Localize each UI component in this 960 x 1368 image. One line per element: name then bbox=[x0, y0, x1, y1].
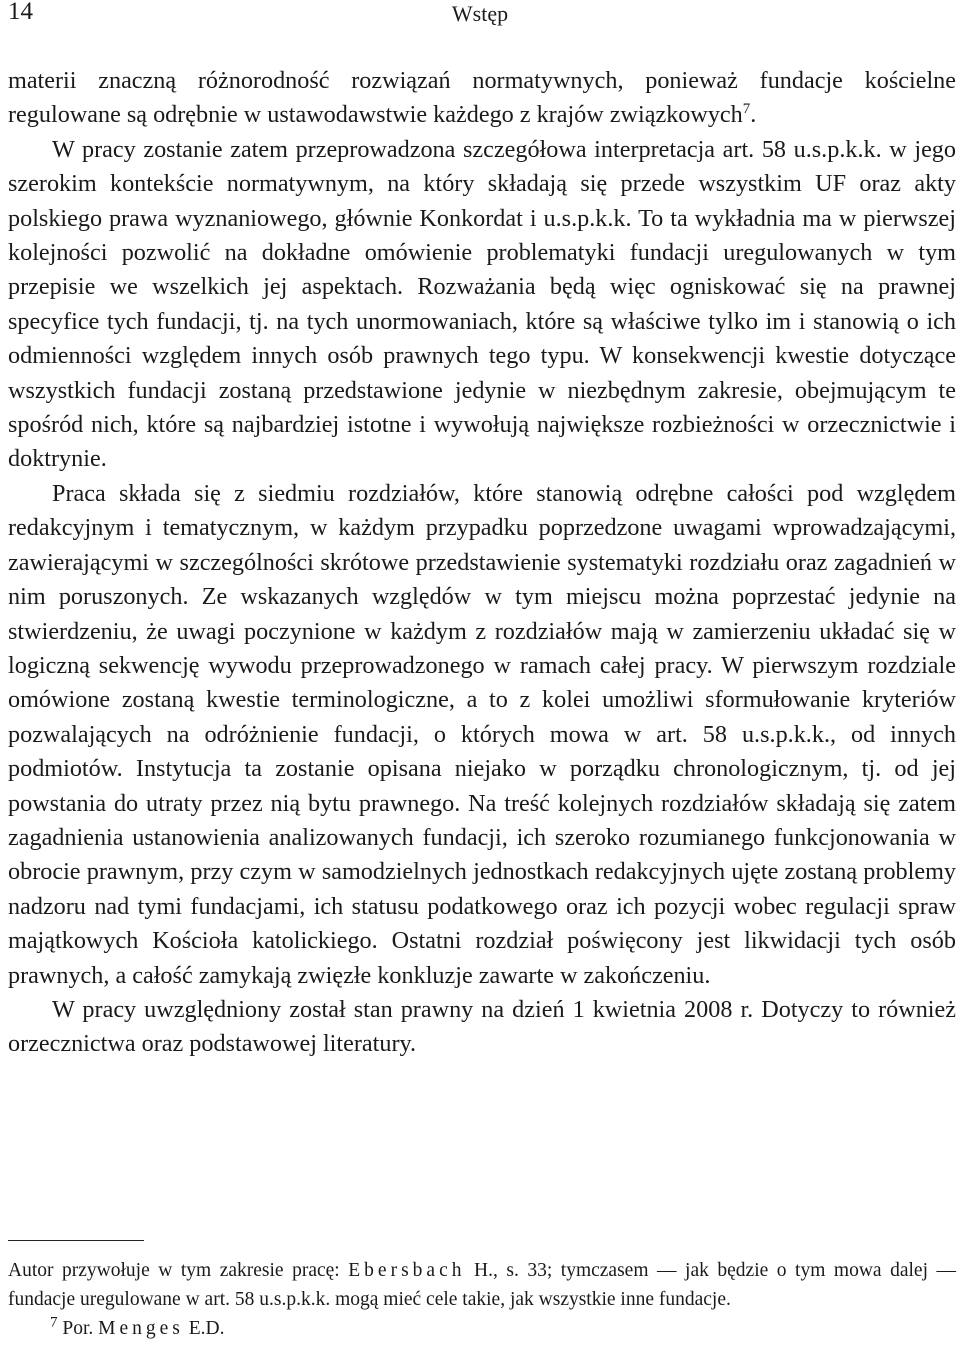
footnote-7-initials: E.D. bbox=[188, 1318, 225, 1339]
paragraph-2: W pracy zostanie zatem przeprowadzona szczegółowa interpretacja art. 58 u.s.p.k.k. w jego szerokim kontekście normatywnym, na który składają się przede wszystkim UF oraz akty polskiego prawa wyznaniowego, głównie Konkordat i u.s.p.k.k. To ta wykładnia ma w pierwszej kolejności pozwolić na dokładne omówienie problematyki fundacji uregulowanych w tym przepisie we wszelkich jej aspektach. Rozważania będą więc ogniskować się na prawnej specyfice tych fundacji, tj. na tych unormowaniach, które są właściwe tylko im i stanowią o ich odmienności względem innych osób prawnych tego typu. W konsekwencji kwestie dotyczące wszystkich fundacji zostaną przedstawione jedynie w niezbędnym zakresie, obejmującym te spośród nich, które są najbardziej istotne i wywołują największe rozbieżności w orzecznictwie i doktrynie. bbox=[8, 135, 956, 473]
footnote-7-text: Por. bbox=[62, 1318, 94, 1339]
footnote-author-ebersbach: Ebersbach bbox=[348, 1260, 466, 1281]
footnote-divider bbox=[8, 1240, 144, 1241]
footnote-cont-text-a: Autor przywołuje w tym zakresie pracę: bbox=[8, 1260, 340, 1281]
footnote-cont-text-b: H., s. 33; tymczasem — jak będzie o tym mowa dalej — fundacje uregulowane w art. 58 u.s.p.k.k. mogą mieć cele takie, jak wszystkie inne fundacje. bbox=[8, 1260, 957, 1310]
page-header bbox=[0, 0, 960, 30]
paragraph-1 bbox=[8, 64, 956, 133]
main-text bbox=[8, 64, 956, 1062]
footnote-7-mark: 7 bbox=[50, 1314, 58, 1331]
running-head: Wstęp bbox=[451, 1, 509, 26]
footnote-continued bbox=[8, 1256, 956, 1314]
paragraph-4: W pracy uwzględniony został stan prawny na dzień 1 kwietnia 2008 r. Dotyczy to również orzecznictwa oraz podstawowej literatury. bbox=[8, 995, 956, 1058]
footnote-ref-7[interactable]: 7 bbox=[742, 101, 751, 118]
paragraph-1-end: . bbox=[750, 101, 757, 129]
paragraph-1-text: materii znaczną różnorodność rozwiązań normatywnych, ponieważ fundacje kościelne regulowane są odrębnie w ustawodawstwie każdego z krajów związkowych bbox=[8, 67, 956, 129]
footnote-7 bbox=[8, 1314, 956, 1343]
page-number: 14 bbox=[8, 0, 33, 25]
footnote-author-menges: Menges bbox=[98, 1318, 184, 1339]
footnotes bbox=[8, 1256, 956, 1343]
paragraph-3: Praca składa się z siedmiu rozdziałów, które stanowią odrębne całości pod względem redakcyjnym i tematycznym, w każdym przypadku poprzedzone uwagami wprowadzającymi, zawierającymi w szczególności skrótowe przedstawienie systematyki rozdziału oraz zagadnień w nim poruszonych. Ze wskazanych względów w tym miejscu można poprzestać jedynie na stwierdzeniu, że uwagi poczynione w każdym z rozdziałów mają w zamierzeniu układać się w logiczną sekwencję wywodu przeprowadzonego w ramach całej pracy. W pierwszym rozdziale omówione zostaną kwestie terminologiczne, a to z kolei umożliwi sformułowanie kryteriów pozwalających na odróżnienie fundacji, o których mowa w art. 58 u.s.p.k.k., od innych podmiotów. Instytucja ta zostanie opisana niejako w porządku chronologicznym, tj. od jej powstania do utraty przez nią bytu prawnego. Na treść kolejnych rozdziałów składają się zatem zagadnienia ustanowienia analizowanych fundacji, ich szeroko rozumianego funkcjonowania w obrocie prawnym, przy czym w samodzielnych jednostkach redakcyjnych ujęte zostaną problemy nadzoru nad tymi fundacjami, ich statusu podatkowego oraz ich pozycji wobec regulacji spraw majątkowych Kościoła katolickiego. Ostatni rozdział poświęcony jest likwidacji tych osób prawnych, a całość zamykają zwięzłe konkluzje zawarte w zakończeniu. bbox=[8, 479, 956, 989]
